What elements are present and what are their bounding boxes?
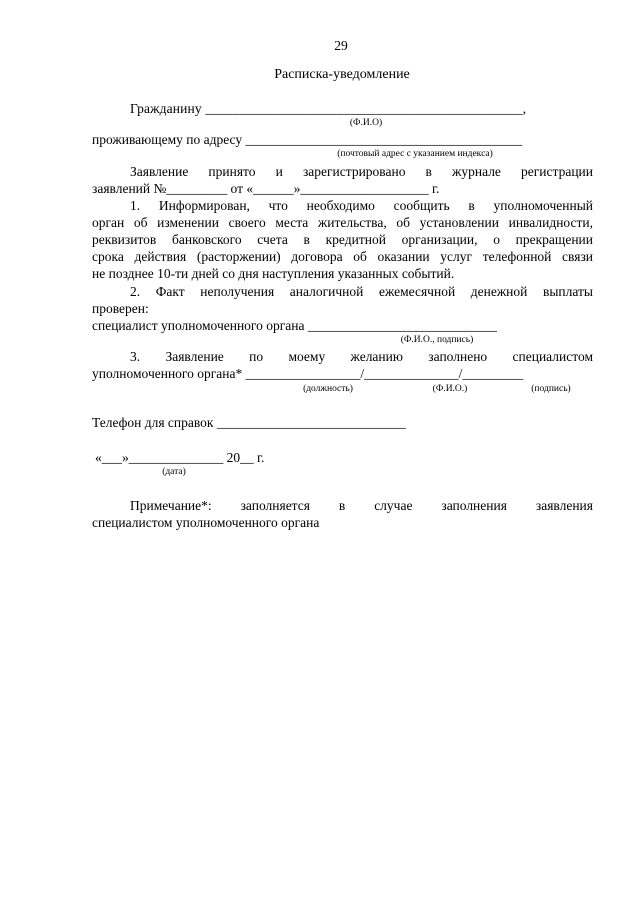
note-line-2: специалистом уполномоченного органа xyxy=(92,515,320,530)
item3-line-2: уполномоченного органа* _________________/______________/_________ xyxy=(92,366,524,381)
registration-line-2: заявлений №_________ от «______»___________________ г. xyxy=(92,181,440,196)
address-line: проживающему по адресу _________________________________________ xyxy=(92,132,523,147)
recipient-line: Гражданину ______________________________________________, xyxy=(130,101,527,116)
page-number: 29 xyxy=(334,38,348,53)
phone-line: Телефон для справок ____________________________ xyxy=(92,415,406,430)
fio-caption: (Ф.И.О) xyxy=(349,118,383,128)
address-caption: (почтовый адрес с указанием индекса) xyxy=(337,149,493,159)
item2-caption: (Ф.И.О., подпись) xyxy=(400,335,474,345)
item1-line-5: не позднее 10-ти дней со дня наступления указанных событий. xyxy=(92,266,455,281)
item2-line-1: 2. Факт неполучения аналогичной ежемесячной денежной выплаты xyxy=(130,284,593,299)
date-line: «___»______________ 20__ г. xyxy=(95,450,265,465)
caption-fio: (Ф.И.О.) xyxy=(432,384,468,394)
note-line-1: Примечание*: заполняется в случае заполнения заявления xyxy=(130,498,593,513)
item1-line-2: орган об изменении своего места жительства, об установлении инвалидности, xyxy=(92,215,593,230)
document-title: Расписка-уведомление xyxy=(274,67,410,82)
item3-line-1: 3. Заявление по моему желанию заполнено специалистом xyxy=(130,349,593,364)
item2-line-2: проверен: xyxy=(92,301,149,316)
registration-line-1: Заявление принято и зарегистрировано в журнале регистрации xyxy=(130,164,593,179)
caption-signature: (подпись) xyxy=(531,384,571,394)
item2-line-3: специалист уполномоченного органа ____________________________ xyxy=(92,318,497,333)
caption-position: (должность) xyxy=(303,384,353,394)
item1-line-4: срока действия (расторжении) договора об оказании услуг телефонной связи xyxy=(92,249,593,264)
date-caption: (дата) xyxy=(162,467,186,477)
item1-line-3: реквизитов банковского счета в кредитной организации, о прекращении xyxy=(92,232,593,247)
item1-line-1: 1. Информирован, что необходимо сообщить в уполномоченный xyxy=(130,198,593,213)
